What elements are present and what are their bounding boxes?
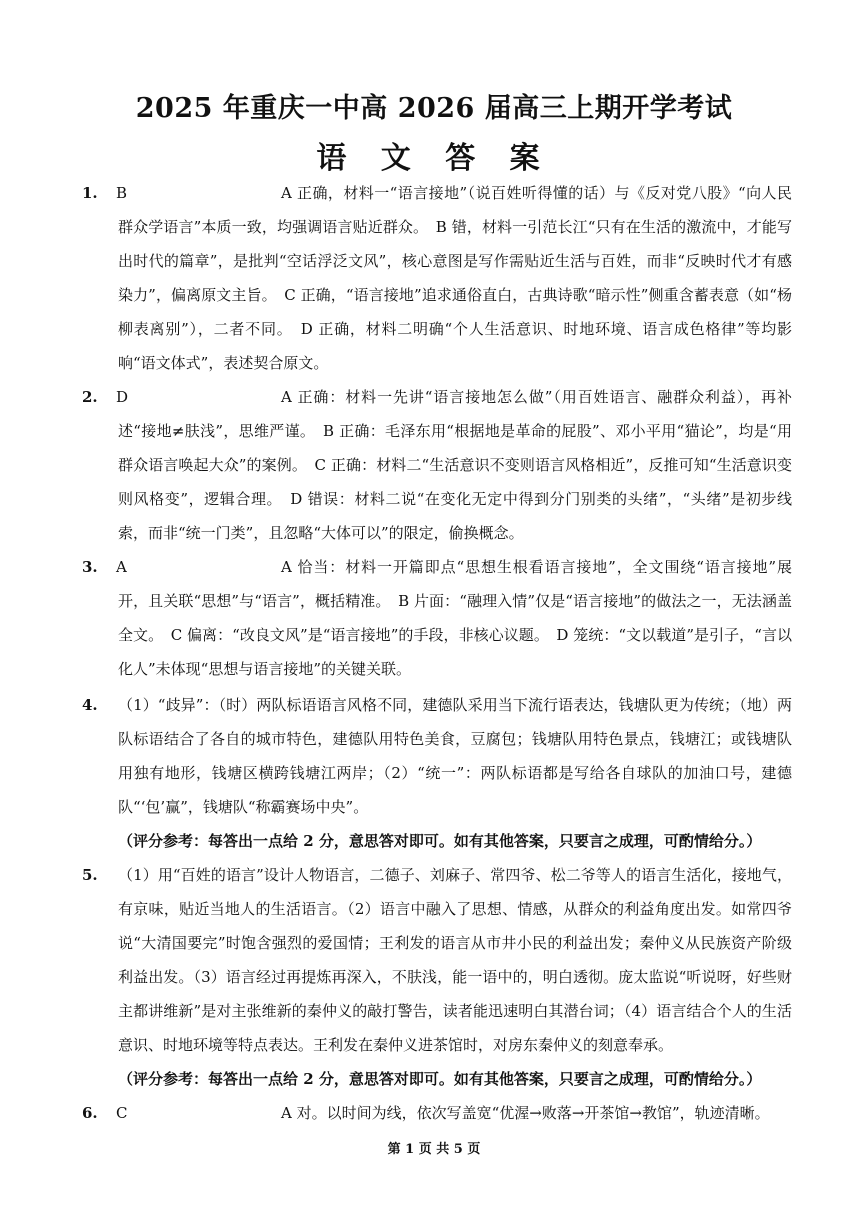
- question-explanation: A 对。以时间为线，依次写盖宽“优渥→败落→开茶馆→教馆”，轨迹清晰。: [281, 1104, 770, 1122]
- question-answer: B: [116, 184, 128, 202]
- question-number: 5.: [82, 866, 98, 884]
- question-1: [82, 176, 792, 380]
- page-title: 2025 年重庆一中高 2026 届高三上期开学考试: [135, 93, 733, 124]
- question-6: [82, 1096, 792, 1130]
- question-explanation: （1）用“百姓的语言”设计人物语言，二德子、刘麻子、常四爷、松二爷等人的语言生活化，接地气，有京味，贴近当地人的生活语言。（2）语言中融入了思想、情感，从群众的利益角度出发。如常四爷说“大清国要完”时饱含强烈的爱国情；王利发的语言从市井小民的利益出发；秦仲义从民族资产阶级利益出发。（3）语言经过再提炼再深入，不肤浅，能一语中的，明白透彻。庞太监说“听说呀，好些财主都讲维新”是对主张维新的秦仲义的敲打警告，读者能迅速明白其潜台词；（4）语言结合个人的生活意识、时地环境等特点表达。王利发在秦仲义进茶馆时，对房东秦仲义的刻意奉承。: [118, 866, 792, 1054]
- question-number: 3.: [82, 558, 98, 576]
- question-answer: D: [116, 388, 129, 406]
- question-number: 6.: [82, 1104, 98, 1122]
- question-explanation: A 正确：材料一先讲“语言接地怎么做”（用百姓语言、融群众利益），再补述“接地≠肤浅”，思维严谨。 B 正确：毛泽东用“根据地是革命的屁股”、邓小平用“猫论”，均是“用群众语言唤起大众”的案例。 C 正确：材料二“生活意识不变则语言风格相近”，反推可知“生活意识变则风格变”，逻辑合理。 D 错误：材料二说“在变化无定中得到分门别类的头绪”，“头绪”是初步线索，而非“统一门类”，且忽略“大体可以”的限定，偷换概念。: [118, 388, 792, 542]
- question-number: 4.: [82, 696, 98, 714]
- question-explanation: A 正确，材料一“语言接地”（说百姓听得懂的话）与《反对党八股》“向人民群众学语言”本质一致，均强调语言贴近群众。 B 错，材料一引范长江“只有在生活的激流中，才能写出时代的篇章”，是批判“空话浮泛文风”，核心意图是写作需贴近生活与百姓，而非“反映时代才有感染力”，偏离原文主旨。 C 正确，“语言接地”追求通俗直白，古典诗歌“暗示性”侧重含蓄表意（如“杨柳表离别”），二者不同。 D 正确，材料二明确“个人生活意识、时地环境、语言成色格律”等均影响“语文体式”，表述契合原文。: [118, 184, 792, 372]
- question-answer: C: [116, 1104, 128, 1122]
- question-number: 2.: [82, 388, 98, 406]
- question-explanation: （1）“歧异”：（时）两队标语语言风格不同，建德队采用当下流行语表达，钱塘队更为传统；（地）两队标语结合了各自的城市特色，建德队用特色美食，豆腐包；钱塘队用特色景点，钱塘江；或钱塘队用独有地形，钱塘区横跨钱塘江两岸；（2）“统一”：两队标语都是写给各自球队的加油口号，建德队“‘包’赢”，钱塘队“称霸赛场中央”。: [118, 696, 792, 816]
- scoring-note: （评分参考：每答出一点给 2 分，意思答对即可。如有其他答案，只要言之成理，可酌情给分。）: [118, 832, 762, 850]
- question-2: [82, 380, 792, 550]
- page-footer: 第 1 页 共 5 页: [387, 1142, 481, 1157]
- scoring-note: （评分参考：每答出一点给 2 分，意思答对即可。如有其他答案，只要言之成理，可酌情给分。）: [118, 1070, 762, 1088]
- question-number: 1.: [82, 184, 98, 202]
- question-explanation: A 恰当：材料一开篇即点“思想生根看语言接地”，全文围绕“语言接地”展开，且关联“思想”与“语言”，概括精准。 B 片面：“融理入情”仅是“语言接地”的做法之一，无法涵盖全文。 C 偏离：“改良文风”是“语言接地”的手段，非核心议题。 D 笼统：“文以载道”是引子，“言以化人”未体现“思想与语言接地”的关键关联。: [118, 558, 792, 678]
- question-3: [82, 550, 792, 686]
- question-answer: A: [116, 558, 127, 576]
- question-4: [82, 688, 792, 824]
- question-5: [82, 858, 792, 1062]
- page-subtitle: 语 文 答 案: [316, 141, 552, 176]
